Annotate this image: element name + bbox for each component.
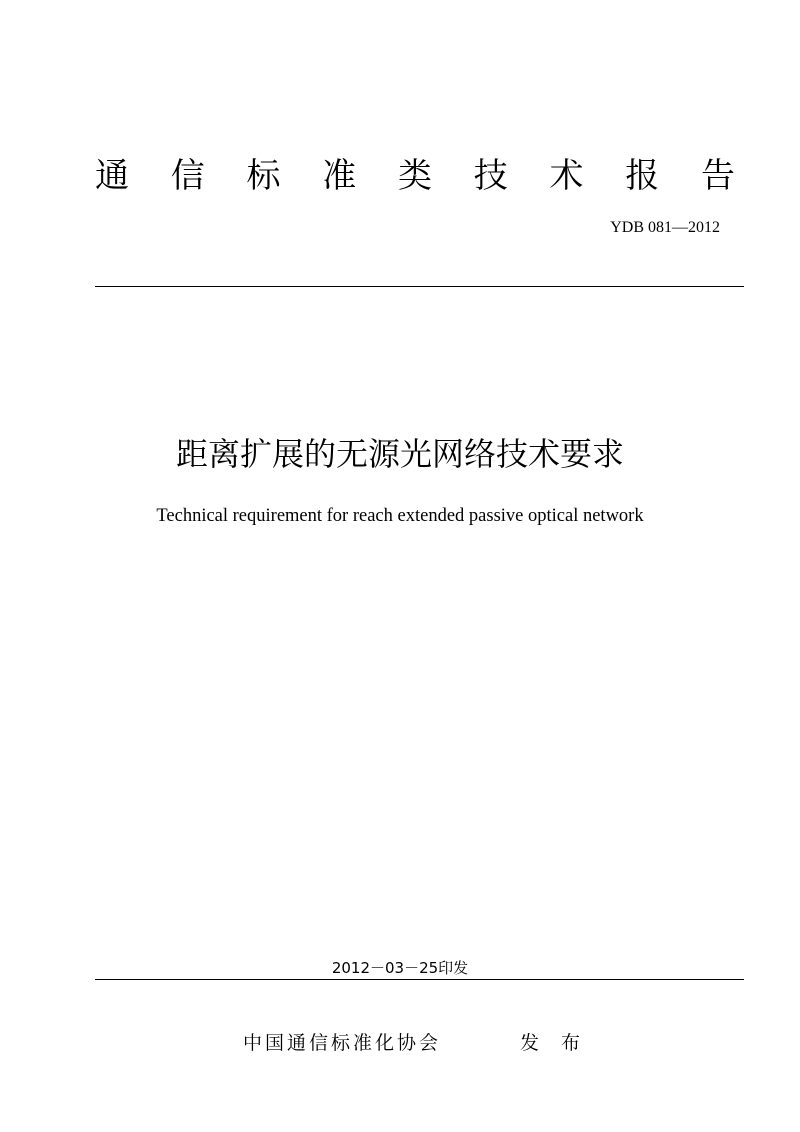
publish-label: 发 布 (520, 1032, 589, 1054)
standard-code: YDB 081—2012 (610, 219, 720, 236)
report-type-heading (95, 154, 735, 198)
report-type-char: 类 (398, 156, 432, 196)
document-title-chinese: 距离扩展的无源光网络技术要求 (175, 435, 624, 473)
report-type-char: 报 (625, 156, 660, 196)
report-type-char: 告 (701, 156, 735, 196)
document-title-english: Technical requirement for reach extended passive optical network (156, 506, 644, 526)
top-divider (95, 286, 744, 287)
report-type-char: 标 (246, 156, 281, 196)
bottom-divider (95, 979, 744, 980)
publisher-name: 中国通信标准化协会 (243, 1032, 442, 1054)
report-type-char: 技 (473, 156, 508, 196)
report-type-char: 信 (170, 156, 205, 196)
report-type-char: 通 (95, 156, 129, 196)
report-type-char: 准 (322, 156, 357, 196)
issue-date: 2012－03－25印发 (331, 959, 469, 977)
report-type-char: 术 (549, 156, 584, 196)
